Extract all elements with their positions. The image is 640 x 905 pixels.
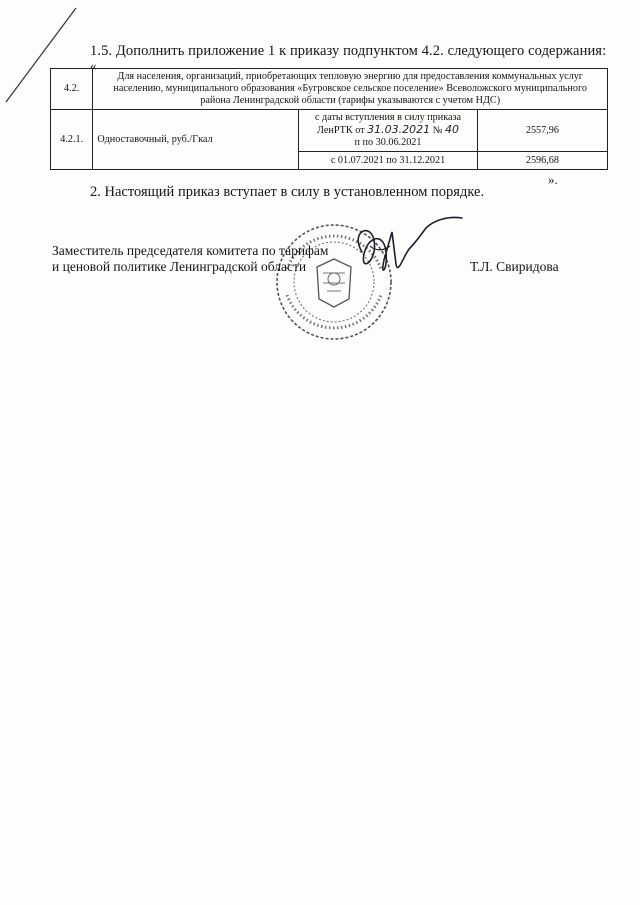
period-text: с даты вступления в силу приказа — [314, 112, 462, 123]
period-text: п по 30.06.2021 — [354, 137, 422, 148]
period-text: ЛенРТК от — [317, 125, 365, 136]
table-row — [51, 110, 608, 152]
paragraph-1-5: 1.5. Дополнить приложение 1 к приказу подпунктом 4.2. следующего содержания: — [90, 43, 607, 59]
row-number: 4.2. — [51, 69, 93, 110]
row-number: 4.2.1. — [51, 110, 93, 170]
handwritten-number: 40 — [444, 123, 459, 136]
period-order-line — [303, 124, 473, 137]
tariff-table — [50, 68, 608, 170]
period-cell-2: с 01.07.2021 по 31.12.2021 — [299, 152, 478, 170]
position-line: Заместитель председателя комитета по тарифам — [52, 243, 329, 258]
position-line: и ценовой политике Ленинградской области — [52, 259, 307, 274]
handwritten-date: 31.03.2021 — [367, 123, 431, 136]
tariff-value-2: 2596,68 — [477, 152, 607, 170]
tariff-value-1: 2557,96 — [477, 110, 607, 152]
signatory-position — [52, 243, 328, 275]
period-cell-1 — [299, 110, 478, 152]
closing-quote: ». — [548, 172, 558, 187]
paragraph-2: 2. Настоящий приказ вступает в силу в установленном порядке. — [90, 184, 485, 200]
opening-quote: « — [90, 58, 97, 73]
tariff-type-cell: Одноставочный, руб./Гкал — [93, 110, 299, 170]
signatory-name: Т.Л. Свиридова — [470, 259, 559, 274]
table-row — [51, 69, 608, 110]
number-sign: № — [432, 125, 443, 136]
consumer-category-cell: Для населения, организаций, приобретающих тепловую энергию для предоставления коммунальных услуг населению, муниципального образования «Бугровское сельское поселение» Всеволожского муниципального района Ленинградской области (тарифы указываются с учетом НДС) — [93, 69, 608, 110]
